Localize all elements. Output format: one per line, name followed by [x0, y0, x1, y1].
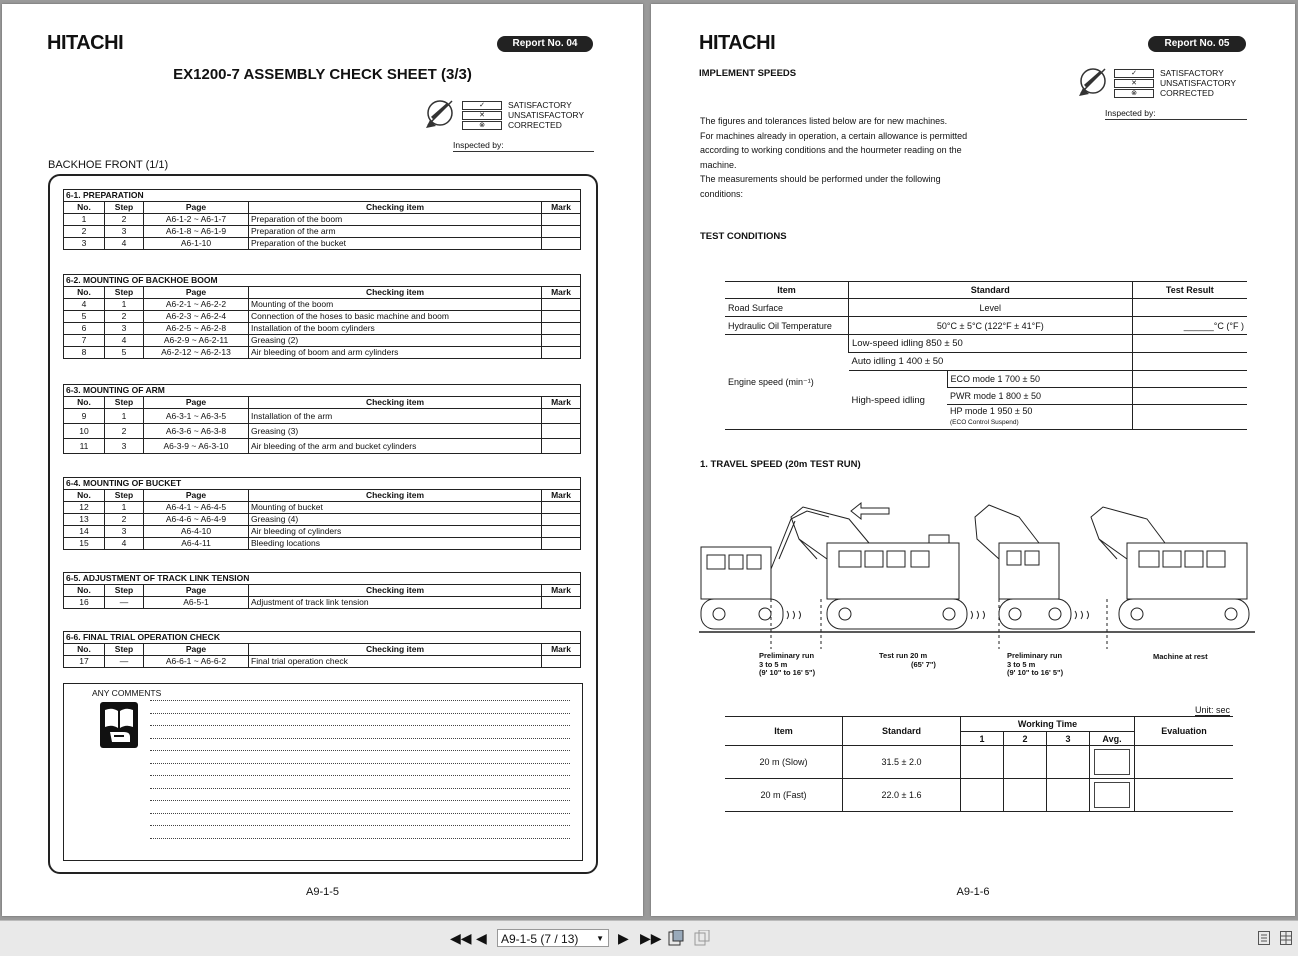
col-checking-item: Checking item	[249, 287, 542, 299]
col-mark: Mark	[542, 490, 581, 502]
diagram-labels	[879, 652, 936, 669]
row-no: 14	[64, 526, 105, 538]
page-selector-value: A9-1-5 (7 / 13)	[501, 932, 579, 946]
row-no: 17	[64, 656, 105, 668]
eco-result[interactable]	[1132, 371, 1247, 388]
comment-line[interactable]	[150, 775, 570, 776]
road-surface-label: Road Surface	[725, 299, 849, 317]
legend-label: UNSATISFACTORY	[1160, 78, 1237, 88]
col-page: Page	[144, 644, 249, 656]
row-no: 4	[64, 299, 105, 311]
mark-cell[interactable]	[542, 597, 581, 609]
evaluation-cell[interactable]	[1135, 779, 1234, 812]
mark-cell[interactable]	[542, 656, 581, 668]
low-idle: Low-speed idling 850 ± 50	[849, 335, 1133, 353]
row-step: 2	[105, 311, 144, 323]
test-conditions-title: TEST CONDITIONS	[700, 231, 787, 242]
col-item: Item	[725, 282, 849, 299]
table-row	[64, 311, 581, 323]
prelim-run-2-ft: (9' 10" to 16' 5")	[1007, 668, 1064, 677]
row-step: 1	[105, 409, 144, 424]
row-page: A6-2-5 ~ A6-2-8	[144, 323, 249, 335]
col-step: Step	[105, 287, 144, 299]
col-no: No.	[64, 644, 105, 656]
test-conditions-table	[725, 281, 1247, 430]
col-no: No.	[64, 397, 105, 409]
run-2-cell[interactable]	[1004, 779, 1047, 812]
comment-line[interactable]	[150, 825, 570, 826]
hp-result[interactable]	[1132, 405, 1247, 430]
row-no: 13	[64, 514, 105, 526]
legend-mark: ⊗	[462, 121, 502, 130]
run-1-cell[interactable]	[961, 779, 1004, 812]
col-standard: Standard	[843, 717, 961, 746]
hp-note: (ECO Control Suspend)	[950, 419, 1019, 426]
legend-label: UNSATISFACTORY	[508, 110, 585, 120]
prelim-run-1-ft: (9' 10" to 16' 5")	[759, 668, 816, 677]
col-step: Step	[105, 644, 144, 656]
comments-label: ANY COMMENTS	[92, 688, 162, 698]
row-no: 1	[64, 214, 105, 226]
table-row	[64, 439, 581, 454]
table-row	[64, 538, 581, 550]
row-no: 2	[64, 226, 105, 238]
row-page: A6-4-6 ~ A6-4-9	[144, 514, 249, 526]
row-checking-item: Preparation of the arm	[249, 226, 542, 238]
intro-text	[700, 114, 967, 202]
col-no: No.	[64, 202, 105, 214]
intro-line: For machines already in operation, a certain allowance is permitted	[700, 130, 968, 141]
section-title: 6-2. MOUNTING OF BACKHOE BOOM	[64, 275, 581, 287]
comment-line[interactable]	[150, 700, 570, 701]
col-no: No.	[64, 585, 105, 597]
intro-line: The figures and tolerances listed below are for new machines.	[700, 116, 948, 126]
intro-line: The measurements should be performed under the following	[700, 174, 941, 185]
col-step: Step	[105, 397, 144, 409]
section-title: 6-4. MOUNTING OF BUCKET	[64, 478, 581, 490]
prelim-run-1-range: 3 to 5 m	[759, 659, 788, 669]
speed-item: 20 m (Fast)	[725, 779, 843, 812]
table-row	[64, 424, 581, 439]
row-page: A6-1-10	[144, 238, 249, 250]
col-no: No.	[64, 287, 105, 299]
comment-line[interactable]	[150, 800, 570, 801]
speed-standard: 22.0 ± 1.6	[843, 779, 961, 812]
machine-at-rest: Machine at rest	[1153, 652, 1208, 661]
mark-cell[interactable]	[542, 238, 581, 250]
legend-mark: ✕	[1114, 79, 1154, 88]
row-page: A6-5-1	[144, 597, 249, 609]
row-checking-item: Air bleeding of cylinders	[249, 526, 542, 538]
row-no: 7	[64, 335, 105, 347]
checklist-section-table	[63, 572, 581, 609]
engine-speed-label: Engine speed (min⁻¹)	[725, 335, 849, 430]
comment-line[interactable]	[150, 713, 570, 714]
row-step: 4	[105, 538, 144, 550]
col-checking-item: Checking item	[249, 644, 542, 656]
inspector-pen-icon	[422, 98, 458, 130]
unit-label: Unit: sec	[1195, 705, 1231, 715]
section-subtitle: BACKHOE FRONT (1/1)	[48, 159, 169, 171]
prelim-run-1: Preliminary run	[759, 651, 815, 660]
diagram-labels	[1007, 652, 1063, 678]
row-no: 16	[64, 597, 105, 609]
mark-cell[interactable]	[542, 439, 581, 454]
grid-view-icon[interactable]	[1280, 931, 1292, 945]
avg-cell[interactable]	[1090, 746, 1135, 779]
row-checking-item: Greasing (3)	[249, 424, 542, 439]
row-step: —	[105, 656, 144, 668]
row-checking-item: Air bleeding of boom and arm cylinders	[249, 347, 542, 359]
row-step: 2	[105, 214, 144, 226]
legend-label: SATISFACTORY	[1160, 68, 1224, 78]
mark-cell[interactable]	[542, 226, 581, 238]
mark-cell[interactable]	[542, 335, 581, 347]
col-run-3: 3	[1047, 732, 1090, 746]
table-row	[64, 335, 581, 347]
table-row	[725, 746, 1233, 779]
col-page: Page	[144, 287, 249, 299]
comment-line[interactable]	[150, 788, 570, 789]
run-1-cell[interactable]	[961, 746, 1004, 779]
manual-reading-icon	[100, 702, 138, 748]
table-row	[64, 347, 581, 359]
hitachi-logo: HITACHI	[699, 32, 776, 54]
oil-temp-result[interactable]: ______°C (°F )	[1132, 317, 1247, 335]
comment-line[interactable]	[150, 763, 570, 764]
row-checking-item: Mounting of bucket	[249, 502, 542, 514]
auto-idle-result[interactable]	[1132, 353, 1247, 371]
page-number: A9-1-6	[956, 886, 990, 898]
col-checking-item: Checking item	[249, 585, 542, 597]
test-run-ft: (65' 7")	[911, 659, 936, 669]
left-page	[2, 4, 643, 916]
fit-page-icon[interactable]	[668, 930, 684, 946]
two-page-view-icon[interactable]	[694, 930, 710, 946]
row-checking-item: Greasing (2)	[249, 335, 542, 347]
mark-cell[interactable]	[542, 538, 581, 550]
previous-page-button[interactable]: ◀	[476, 930, 487, 946]
row-page: A6-2-3 ~ A6-2-4	[144, 311, 249, 323]
row-page: A6-4-11	[144, 538, 249, 550]
row-step: 1	[105, 299, 144, 311]
comment-line[interactable]	[150, 725, 570, 726]
table-row	[64, 502, 581, 514]
col-page: Page	[144, 585, 249, 597]
mark-cell[interactable]	[542, 299, 581, 311]
col-test-result: Test Result	[1132, 282, 1247, 299]
table-row	[64, 597, 581, 609]
col-working-time: Working Time	[961, 717, 1135, 732]
comments-box	[63, 683, 583, 861]
run-3-cell[interactable]	[1047, 746, 1090, 779]
row-checking-item: Bleeding locations	[249, 538, 542, 550]
checklist-section-table	[63, 631, 581, 668]
speed-standard: 31.5 ± 2.0	[843, 746, 961, 779]
row-no: 9	[64, 409, 105, 424]
row-page: A6-2-12 ~ A6-2-13	[144, 347, 249, 359]
sheet-title: EX1200-7 ASSEMBLY CHECK SHEET (3/3)	[173, 66, 472, 83]
row-page: A6-1-8 ~ A6-1-9	[144, 226, 249, 238]
mark-cell[interactable]	[542, 311, 581, 323]
row-page: A6-2-1 ~ A6-2-2	[144, 299, 249, 311]
inspected-by: Inspected by:	[1105, 108, 1247, 120]
section-title: 6-5. ADJUSTMENT OF TRACK LINK TENSION	[64, 573, 581, 585]
col-step: Step	[105, 585, 144, 597]
col-no: No.	[64, 490, 105, 502]
col-step: Step	[105, 490, 144, 502]
col-checking-item: Checking item	[249, 397, 542, 409]
legend-mark: ✓	[1114, 69, 1154, 78]
row-no: 15	[64, 538, 105, 550]
row-step: 3	[105, 226, 144, 238]
mark-cell[interactable]	[542, 526, 581, 538]
row-checking-item: Final trial operation check	[249, 656, 542, 668]
comment-line[interactable]	[150, 738, 570, 739]
legend-mark: ⊗	[1114, 89, 1154, 98]
row-no: 6	[64, 323, 105, 335]
speed-item: 20 m (Slow)	[725, 746, 843, 779]
page-title: IMPLEMENT SPEEDS	[699, 68, 797, 79]
col-step: Step	[105, 202, 144, 214]
road-surface-result[interactable]	[1132, 299, 1247, 317]
section-title: 6-3. MOUNTING OF ARM	[64, 385, 581, 397]
col-mark: Mark	[542, 202, 581, 214]
intro-line: according to working conditions and the hourmeter reading on the	[700, 145, 962, 156]
table-row	[64, 656, 581, 668]
road-surface-standard: Level	[849, 299, 1133, 317]
col-run-1: 1	[961, 732, 1004, 746]
row-checking-item: Installation of the boom cylinders	[249, 323, 542, 335]
last-page-button[interactable]: ▶▶	[640, 930, 662, 946]
row-step: —	[105, 597, 144, 609]
run-2-cell[interactable]	[1004, 746, 1047, 779]
row-step: 1	[105, 502, 144, 514]
col-page: Page	[144, 490, 249, 502]
row-page: A6-6-1 ~ A6-6-2	[144, 656, 249, 668]
table-row	[64, 526, 581, 538]
oil-temp-label: Hydraulic Oil Temperature	[725, 317, 849, 335]
page-selector[interactable]	[497, 929, 609, 947]
inspected-by: Inspected by:	[453, 140, 594, 152]
row-checking-item: Greasing (4)	[249, 514, 542, 526]
row-checking-item: Adjustment of track link tension	[249, 597, 542, 609]
eco-mode: ECO mode 1 700 ± 50	[947, 371, 1132, 388]
travel-test-diagram	[699, 499, 1259, 649]
checklist-section-table	[63, 189, 581, 250]
hitachi-logo: HITACHI	[47, 32, 124, 54]
next-page-button[interactable]: ▶	[618, 930, 629, 946]
high-idle: High-speed idling	[849, 371, 948, 430]
row-page: A6-4-1 ~ A6-4-5	[144, 502, 249, 514]
row-page: A6-3-1 ~ A6-3-5	[144, 409, 249, 424]
row-checking-item: Connection of the hoses to basic machine and boom	[249, 311, 542, 323]
table-row	[64, 409, 581, 424]
travel-speed-title: 1. TRAVEL SPEED (20m TEST RUN)	[700, 459, 861, 470]
row-checking-item: Preparation of the boom	[249, 214, 542, 226]
checklist-section-table	[63, 274, 581, 359]
row-no: 12	[64, 502, 105, 514]
row-page: A6-3-9 ~ A6-3-10	[144, 439, 249, 454]
evaluation-cell[interactable]	[1135, 746, 1234, 779]
col-mark: Mark	[542, 585, 581, 597]
col-evaluation: Evaluation	[1135, 717, 1234, 746]
viewer-toolbar	[0, 920, 1298, 956]
oil-temp-standard: 50°C ± 5°C (122°F ± 41°F)	[849, 317, 1133, 335]
section-title: 6-6. FINAL TRIAL OPERATION CHECK	[64, 632, 581, 644]
row-step: 3	[105, 323, 144, 335]
col-mark: Mark	[542, 287, 581, 299]
mark-cell[interactable]	[542, 214, 581, 226]
mark-cell[interactable]	[542, 409, 581, 424]
right-page	[651, 4, 1295, 916]
col-avg: Avg.	[1090, 732, 1135, 746]
intro-line: conditions:	[700, 188, 744, 199]
pwr-result[interactable]	[1132, 388, 1247, 405]
mark-cell[interactable]	[542, 347, 581, 359]
row-page: A6-3-6 ~ A6-3-8	[144, 424, 249, 439]
mark-cell[interactable]	[542, 424, 581, 439]
col-page: Page	[144, 397, 249, 409]
col-checking-item: Checking item	[249, 490, 542, 502]
mark-legend	[1114, 68, 1236, 98]
comment-line[interactable]	[150, 838, 570, 839]
row-no: 10	[64, 424, 105, 439]
mark-cell[interactable]	[542, 502, 581, 514]
low-idle-result[interactable]	[1132, 335, 1247, 353]
checklist-section-table	[63, 384, 581, 454]
col-page: Page	[144, 202, 249, 214]
row-step: 5	[105, 347, 144, 359]
table-row	[64, 238, 581, 250]
auto-idle: Auto idling 1 400 ± 50	[849, 353, 1133, 371]
chevron-down-icon: ▼	[596, 934, 604, 943]
prelim-run-2: Preliminary run	[1007, 651, 1063, 660]
section-title: 6-1. PREPARATION	[64, 190, 581, 202]
row-step: 4	[105, 238, 144, 250]
travel-speed-table	[725, 716, 1233, 812]
legend-label: CORRECTED	[1160, 88, 1214, 98]
legend-label: SATISFACTORY	[508, 100, 572, 110]
col-standard: Standard	[849, 282, 1133, 299]
table-row	[64, 214, 581, 226]
table-row	[64, 226, 581, 238]
document-icon[interactable]	[1258, 931, 1270, 945]
test-run: Test run 20 m	[879, 651, 928, 660]
row-step: 2	[105, 424, 144, 439]
table-row	[64, 299, 581, 311]
row-no: 11	[64, 439, 105, 454]
checklist-section-table	[63, 477, 581, 550]
row-step: 4	[105, 335, 144, 347]
report-badge: Report No. 05	[1148, 36, 1246, 52]
row-no: 3	[64, 238, 105, 250]
legend-label: CORRECTED	[508, 120, 562, 130]
comment-line[interactable]	[150, 750, 570, 751]
legend-mark: ✕	[462, 111, 502, 120]
diagram-labels	[759, 652, 815, 678]
row-page: A6-1-2 ~ A6-1-7	[144, 214, 249, 226]
hp-mode: HP mode 1 950 ± 50	[950, 406, 1033, 416]
row-checking-item: Installation of the arm	[249, 409, 542, 424]
col-mark: Mark	[542, 644, 581, 656]
page-number: A9-1-5	[305, 886, 340, 898]
pwr-mode: PWR mode 1 800 ± 50	[947, 388, 1132, 405]
mark-cell[interactable]	[542, 514, 581, 526]
col-checking-item: Checking item	[249, 202, 542, 214]
row-no: 5	[64, 311, 105, 323]
row-checking-item: Mounting of the boom	[249, 299, 542, 311]
row-page: A6-2-9 ~ A6-2-11	[144, 335, 249, 347]
table-row	[64, 323, 581, 335]
row-page: A6-4-10	[144, 526, 249, 538]
row-step: 3	[105, 526, 144, 538]
row-step: 3	[105, 439, 144, 454]
row-checking-item: Air bleeding of the arm and bucket cylinders	[249, 439, 542, 454]
legend-mark: ✓	[462, 101, 502, 110]
col-mark: Mark	[542, 397, 581, 409]
avg-cell[interactable]	[1090, 779, 1135, 812]
mark-legend	[462, 100, 584, 130]
table-row	[725, 779, 1233, 812]
comment-line[interactable]	[150, 813, 570, 814]
mark-cell[interactable]	[542, 323, 581, 335]
run-3-cell[interactable]	[1047, 779, 1090, 812]
table-row	[64, 514, 581, 526]
report-badge: Report No. 04	[497, 36, 593, 52]
intro-line: machine.	[700, 159, 737, 170]
inspector-pen-icon	[1075, 66, 1111, 98]
prelim-run-2-range: 3 to 5 m	[1007, 659, 1036, 669]
row-step: 2	[105, 514, 144, 526]
first-page-button[interactable]: ◀◀	[450, 930, 472, 946]
col-item: Item	[725, 717, 843, 746]
row-checking-item: Preparation of the bucket	[249, 238, 542, 250]
col-run-2: 2	[1004, 732, 1047, 746]
row-no: 8	[64, 347, 105, 359]
